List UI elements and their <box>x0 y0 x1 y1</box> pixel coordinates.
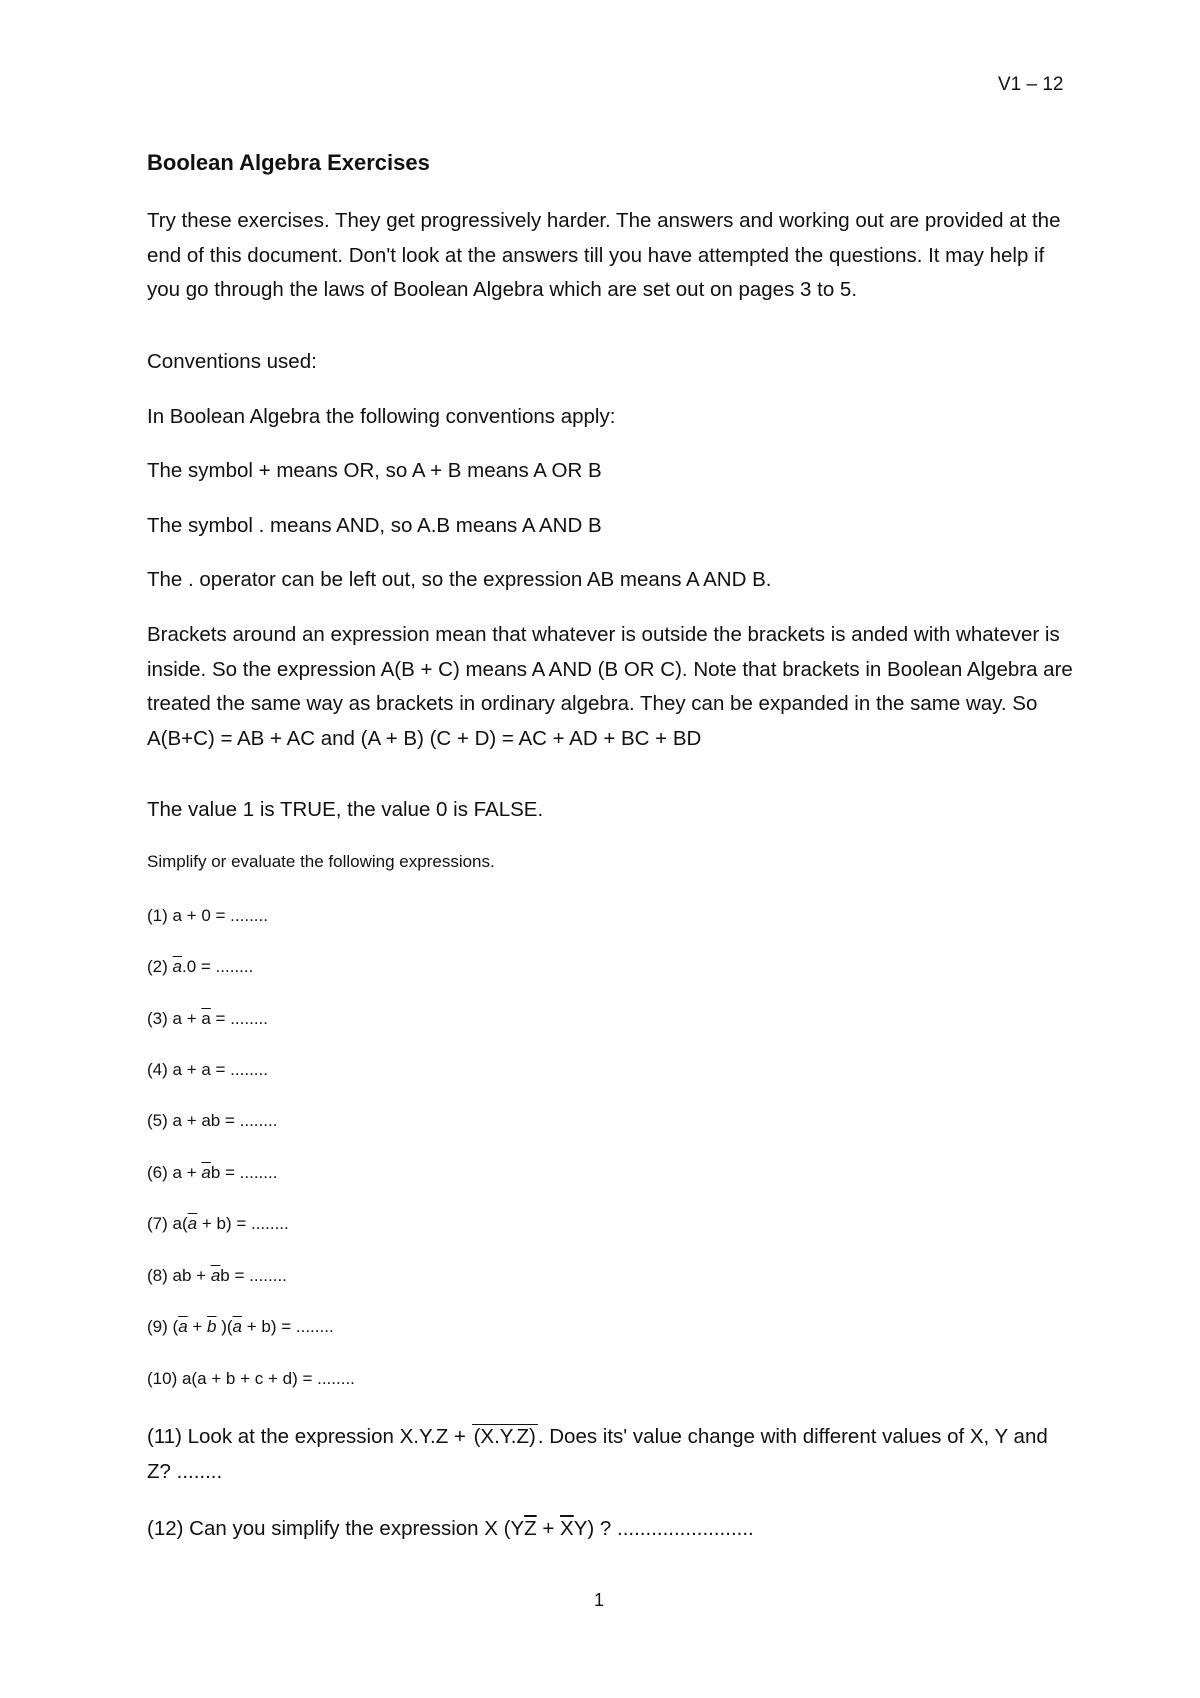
conventions-intro: In Boolean Algebra the following conventions apply: <box>147 405 616 428</box>
a-bar: $\overline{a}$ <box>187 1214 198 1233</box>
a-bar: $\overline{a}$ <box>201 1009 211 1028</box>
truth-values: The value 1 is TRUE, the value 0 is FALSE. <box>147 798 544 821</box>
page-number: 1 <box>594 1590 605 1610</box>
document-title: Boolean Algebra Exercises <box>147 150 430 175</box>
intro-paragraph: Try these exercises. They get progressively harder. The answers and working out are provided at the end of this document. Don't look at the answers till you have attempted the questions. It may help if you go through the laws of Boolean Algebra which are set out on pages 3 to 5. <box>147 209 1061 301</box>
exercises-intro: Simplify or evaluate the following expressions. <box>147 852 495 871</box>
exercise-5: (5) a + ab = ........ <box>147 1111 278 1130</box>
convention-or: The symbol + means OR, so A + B means A OR B <box>147 459 602 482</box>
z-bar: $\overline{Z}$ <box>524 1517 537 1540</box>
a-bar: $\overline{a}$ <box>232 1317 243 1336</box>
version-label: V1 – 12 <box>998 74 1064 95</box>
a-bar: $\overline{a}$ <box>210 1266 221 1285</box>
xyz-negated: (X.Y.Z) <box>473 1425 536 1448</box>
exercise-11: (11) Look at the expression X.Y.Z + (X.Y.Z). Does its' value change with different values of X, Y and Z? ........ <box>147 1425 1048 1483</box>
a-bar: $\overline{a}$ <box>201 1163 211 1182</box>
exercise-10: (10) a(a + b + c + d) = ........ <box>147 1369 355 1388</box>
exercise-12: (12) Can you simplify the expression X $(Y\overline{Z} + \overline{X}Y)$ ? ........................ <box>147 1517 754 1540</box>
convention-omit-operator: The . operator can be left out, so the expression AB means A AND B. <box>147 568 772 591</box>
x-bar: $\overline{X}$ <box>560 1517 574 1540</box>
exercise-2: (2) $\overline{a}.0$ = ........ <box>147 957 254 976</box>
exercise-4: (4) a + a = ........ <box>147 1060 268 1079</box>
a-bar: $\overline{a}$ <box>172 957 182 976</box>
exercise-7: (7) $a(\overline{a} + b)$ = ........ <box>147 1214 289 1233</box>
exercise-9: (9) ($\overline{a} + \overline{b}$ )$(\overline{a} + b)$ = ........ <box>147 1317 334 1336</box>
a-bar: $\overline{a}$ <box>178 1317 188 1336</box>
exercise-6: (6) $a + \overline{a}b$ = ........ <box>147 1163 278 1182</box>
convention-and: The symbol . means AND, so A.B means A AND B <box>147 514 602 537</box>
exercise-8: (8) ab + $\overline{a}b$ = ........ <box>147 1266 287 1285</box>
b-bar: $\overline{b}$ <box>207 1317 217 1336</box>
exercise-3: (3) $a + \overline{a}$ = ........ <box>147 1009 268 1028</box>
exercise-1: (1) a + 0 = ........ <box>147 906 268 925</box>
brackets-paragraph: Brackets around an expression mean that whatever is outside the brackets is anded with whatever is inside. So the expression A(B + C) means A AND (B OR C). Note that brackets in Boolean Algebra are treated the same way as brackets in ordinary algebra. They can be expanded in the same way. So A(B+C) = AB + AC and (A + B) (C + D) = AC + AD + BC + BD <box>147 623 1073 750</box>
conventions-heading: Conventions used: <box>147 350 317 373</box>
